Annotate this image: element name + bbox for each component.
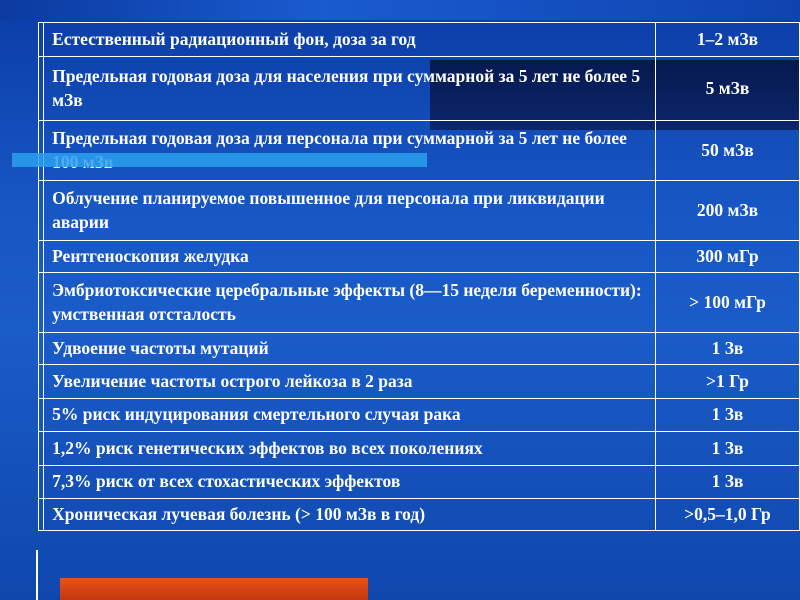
dose-value: 50 мЗв bbox=[655, 121, 799, 181]
dose-description: Удвоение частоты мутаций bbox=[44, 333, 656, 365]
table-row bbox=[39, 273, 800, 333]
table-row bbox=[39, 365, 800, 399]
dose-value: 1 Зв bbox=[655, 432, 799, 466]
table-row bbox=[39, 499, 800, 531]
dose-value: > 100 мГр bbox=[655, 273, 799, 333]
table-row bbox=[39, 241, 800, 273]
table-row bbox=[39, 399, 800, 432]
dose-description: 1,2% риск генетических эффектов во всех поколениях bbox=[44, 432, 656, 466]
dose-description: 5% риск индуцирования смертельного случая рака bbox=[44, 399, 656, 432]
table-row bbox=[39, 23, 800, 57]
table-row bbox=[39, 121, 800, 181]
dose-value: 1 Зв bbox=[655, 333, 799, 365]
dose-value: >0,5–1,0 Гр bbox=[655, 499, 799, 531]
dose-value: 5 мЗв bbox=[655, 57, 799, 121]
dose-description: Увеличение частоты острого лейкоза в 2 раза bbox=[44, 365, 656, 399]
radiation-dose-table bbox=[38, 22, 800, 531]
dose-value: 300 мГр bbox=[655, 241, 799, 273]
dose-value: 200 мЗв bbox=[655, 181, 799, 241]
table-row bbox=[39, 333, 800, 365]
dose-description: Хроническая лучевая болезнь (> 100 мЗв в год) bbox=[44, 499, 656, 531]
decorative-left-line bbox=[36, 550, 38, 600]
dose-description: 7,3% риск от всех стохастических эффектов bbox=[44, 466, 656, 499]
dose-description: Предельная годовая доза для населения при суммарной за 5 лет не более 5 мЗв bbox=[44, 57, 656, 121]
table-row bbox=[39, 432, 800, 466]
decorative-cyan-bar bbox=[12, 153, 427, 167]
dose-description: Эмбриотоксические церебральные эффекты (8—15 неделя беременности): умственная отсталость bbox=[44, 273, 656, 333]
decorative-top-stripe bbox=[0, 0, 800, 20]
dose-value: 1 Зв bbox=[655, 399, 799, 432]
dose-description: Естественный радиационный фон, доза за год bbox=[44, 23, 656, 57]
dose-description: Рентгеноскопия желудка bbox=[44, 241, 656, 273]
dose-value: 1–2 мЗв bbox=[655, 23, 799, 57]
decorative-orange-bar bbox=[60, 578, 368, 600]
dose-description: Облучение планируемое повышенное для персонала при ликвидации аварии bbox=[44, 181, 656, 241]
table-row bbox=[39, 466, 800, 499]
dose-description: Предельная годовая доза для персонала при суммарной за 5 лет не более bbox=[44, 121, 656, 181]
dose-value: 1 Зв bbox=[655, 466, 799, 499]
table-row bbox=[39, 57, 800, 121]
dose-value: >1 Гр bbox=[655, 365, 799, 399]
table-row bbox=[39, 181, 800, 241]
